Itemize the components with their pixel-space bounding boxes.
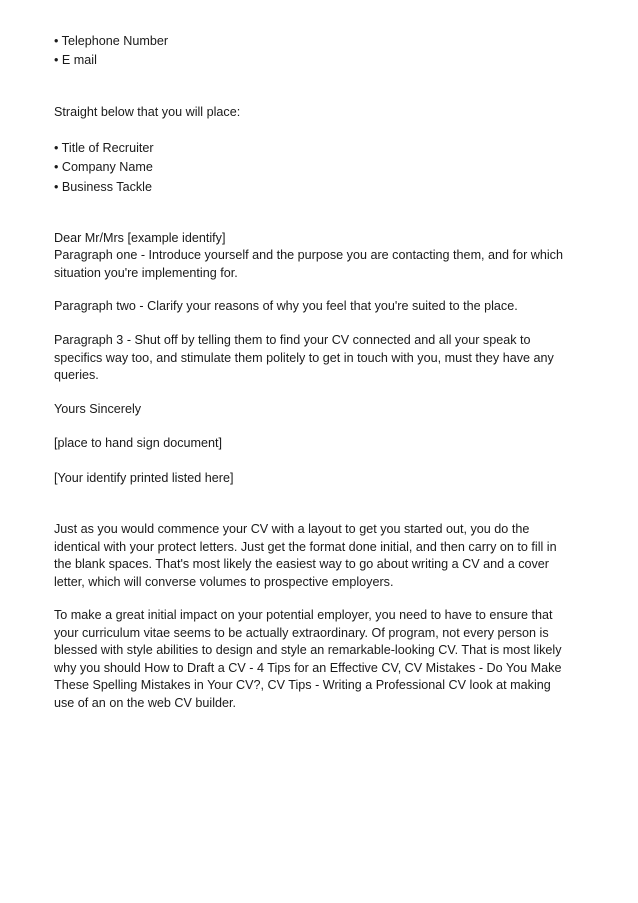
recipient-item-title: • Title of Recruiter (54, 141, 154, 155)
contact-item-email: • E mail (54, 53, 97, 67)
body-paragraph-1-line: letter, which will converse volumes to prospective employers. (54, 574, 394, 589)
paragraph-one (54, 247, 584, 282)
closing: Yours Sincerely (54, 402, 142, 416)
recipient-item-address: • Business Tackle (54, 180, 152, 194)
recipient-item-company: • Company Name (54, 160, 153, 174)
paragraph-three-line: specifics way too, and stimulate them politely to get in touch with you, must they have any (54, 350, 554, 365)
body-paragraph-2-line: To make a great initial impact on your potential employer, you need to have to ensure that (54, 608, 553, 622)
body-paragraph-2-line: use of an on the web CV builder. (54, 695, 237, 710)
body-paragraph-2-line: why you should How to Draft a CV - 4 Tips for an Effective CV, CV Mistakes - Do You Make (54, 660, 562, 675)
paragraph-three-line: Paragraph 3 - Shut off by telling them to find your CV connected and all your speak to (54, 333, 531, 347)
intro-line: Straight below that you will place: (54, 105, 241, 119)
body-paragraph-2-line: blessed with style abilities to design and style an remarkable-looking CV. That is most likely (54, 643, 562, 657)
salutation: Dear Mr/Mrs [example identify] (54, 231, 226, 245)
body-paragraph-2-line: These Spelling Mistakes in Your CV?, CV Tips - Writing a Professional CV look at making (54, 678, 551, 692)
body-paragraph-1-line: identical with your protect letters. Just get the format done initial, and then carry on to fill in (54, 539, 557, 554)
body-paragraph-1-line: Just as you would commence your CV with a layout to get you started out, you do the (54, 522, 530, 536)
signature-placeholder: [place to hand sign document] (54, 436, 223, 450)
name-placeholder: [Your identify printed listed here] (54, 471, 234, 485)
body-paragraph-1-line: the blank spaces. That's most likely the easiest way to go about writing a CV and a cover (54, 557, 549, 571)
paragraph-three-line: queries. (54, 368, 99, 382)
paragraph-three (54, 332, 584, 385)
paragraph-one-line: Paragraph one - Introduce yourself and the purpose you are contacting them, and for which (54, 248, 563, 262)
body-paragraph-1 (54, 521, 584, 591)
paragraph-two: Paragraph two - Clarify your reasons of why you feel that you're suited to the place. (54, 299, 518, 313)
body-paragraph-2-line: your curriculum vitae seems to be actually extraordinary. Of program, not every person is (54, 625, 549, 640)
contact-item-telephone: • Telephone Number (54, 34, 169, 48)
paragraph-one-line: situation you're implementing for. (54, 265, 238, 280)
body-paragraph-2 (54, 607, 584, 712)
